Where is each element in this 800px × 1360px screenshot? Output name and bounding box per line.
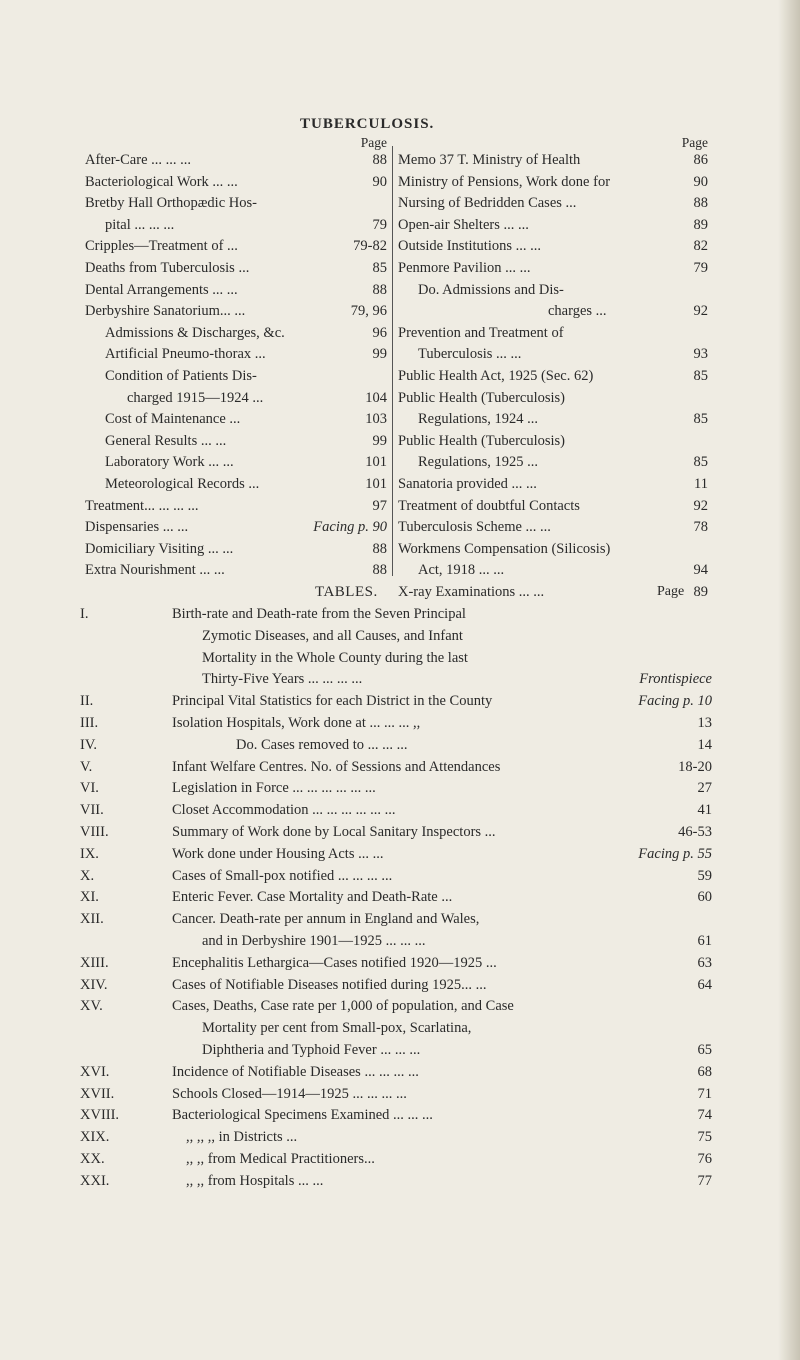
table-entry: IX. Work done under Housing Acts ... ... Facing p. 55 bbox=[80, 845, 712, 862]
tables-page-label: Page bbox=[657, 584, 685, 599]
index-entry: Nursing of Bedridden Cases ... 88 bbox=[398, 195, 708, 212]
table-entry-cont: Thirty-Five Years ... ... ... ... Frontispiece bbox=[202, 671, 712, 688]
table-entry: IV. Do. Cases removed to ... ... ... 14 bbox=[80, 736, 712, 753]
index-entry: Bretby Hall Orthopædic Hos- bbox=[85, 195, 257, 212]
index-entry: Treatment of doubtful Contacts 92 bbox=[398, 497, 708, 514]
index-entry: Penmore Pavilion ... ... 79 bbox=[398, 259, 708, 276]
table-entry: XI. Enteric Fever. Case Mortality and Death-Rate ... 60 bbox=[80, 889, 712, 906]
index-entry: Sanatoria provided ... ... 11 bbox=[398, 475, 708, 492]
table-entry: X. Cases of Small-pox notified ... ... ... ... 59 bbox=[80, 867, 712, 884]
table-entry: I. Birth-rate and Death-rate from the Seven Principal bbox=[80, 606, 466, 622]
table-entry-cont: Mortality per cent from Small-pox, Scarlatina, bbox=[202, 1020, 472, 1037]
index-entry: Regulations, 1925 ... 85 bbox=[418, 454, 708, 471]
table-entry: XIV. Cases of Notifiable Diseases notified during 1925... ... 64 bbox=[80, 976, 712, 993]
table-entry: V. Infant Welfare Centres. No. of Sessions and Attendances 18-20 bbox=[80, 758, 712, 775]
right-page-label: Page bbox=[681, 135, 708, 150]
index-entry: Outside Institutions ... ... 82 bbox=[398, 238, 708, 255]
index-entry: Act, 1918 ... ... 94 bbox=[418, 562, 708, 579]
index-entry: Public Health Act, 1925 (Sec. 62) 85 bbox=[398, 367, 708, 384]
page-edge-shadow bbox=[778, 0, 800, 1360]
index-entry: Cost of Maintenance ... 103 bbox=[105, 411, 387, 428]
index-entry: Tuberculosis ... ... 93 bbox=[418, 346, 708, 363]
table-entry-cont: and in Derbyshire 1901—1925 ... ... ... 61 bbox=[202, 932, 712, 949]
index-entry: charges ... 92 bbox=[548, 303, 708, 320]
left-index-column bbox=[85, 136, 387, 582]
index-entry: General Results ... ... 99 bbox=[105, 432, 387, 449]
index-entry: Laboratory Work ... ... 101 bbox=[105, 454, 387, 471]
table-entry: XX. ,, ,, from Medical Practitioners... 76 bbox=[80, 1150, 712, 1167]
table-entry: XVI. Incidence of Notifiable Diseases ... ... ... ... 68 bbox=[80, 1063, 712, 1080]
index-entry: Meteorological Records ... 101 bbox=[105, 475, 387, 492]
index-entry: Public Health (Tuberculosis) bbox=[398, 389, 566, 406]
right-index-column bbox=[398, 136, 708, 603]
index-entry: Deaths from Tuberculosis ... 85 bbox=[85, 259, 387, 276]
tables-title: TABLES. bbox=[315, 584, 378, 600]
table-entry-cont: Zymotic Diseases, and all Causes, and Infant bbox=[202, 627, 463, 644]
index-entry: Treatment... ... ... ... 97 bbox=[85, 497, 387, 514]
index-entry: Tuberculosis Scheme ... ... 78 bbox=[398, 519, 708, 536]
table-entry-cont: Mortality in the Whole County during the last bbox=[202, 649, 468, 666]
index-entry: Admissions & Discharges, &c. 96 bbox=[105, 324, 387, 341]
index-entry: charged 1915—1924 ... 104 bbox=[127, 389, 387, 406]
index-entry: Ministry of Pensions, Work done for 90 bbox=[398, 173, 708, 190]
index-entry: Bacteriological Work ... ... 90 bbox=[85, 173, 387, 190]
index-entry: Cripples—Treatment of ... 79-82 bbox=[85, 238, 387, 255]
index-entry: Condition of Patients Dis- bbox=[105, 367, 257, 384]
table-entry: II. Principal Vital Statistics for each District in the County Facing p. 10 bbox=[80, 693, 712, 710]
table-entry: XXI. ,, ,, from Hospitals ... ... 77 bbox=[80, 1172, 712, 1189]
table-entry: XV. Cases, Deaths, Case rate per 1,000 of population, and Case bbox=[80, 998, 514, 1015]
index-entry: Extra Nourishment ... ... 88 bbox=[85, 562, 387, 579]
index-entry: Public Health (Tuberculosis) bbox=[398, 432, 566, 449]
table-entry: VI. Legislation in Force ... ... ... ... ... ... 27 bbox=[80, 780, 712, 797]
index-entry: Memo 37 T. Ministry of Health 86 bbox=[398, 152, 708, 168]
table-entry-cont: Diphtheria and Typhoid Fever ... ... ... 65 bbox=[202, 1041, 712, 1058]
index-entry: Workmens Compensation (Silicosis) bbox=[398, 540, 611, 557]
column-divider bbox=[392, 146, 393, 576]
table-entry: XIII. Encephalitis Lethargica—Cases notified 1920—1925 ... 63 bbox=[80, 954, 712, 971]
index-entry: Prevention and Treatment of bbox=[398, 324, 564, 341]
table-entry: XII. Cancer. Death-rate per annum in England and Wales, bbox=[80, 911, 480, 928]
left-page-label: Page bbox=[360, 135, 387, 150]
table-entry: XVIII. Bacteriological Specimens Examined ... ... ... 74 bbox=[80, 1107, 712, 1124]
index-entry: X-ray Examinations ... ... 89 bbox=[398, 583, 708, 600]
index-entry: Derbyshire Sanatorium... ... 79, 96 bbox=[85, 303, 387, 320]
index-entry: Regulations, 1924 ... 85 bbox=[418, 411, 708, 428]
index-entry: After-Care ... ... ... 88 bbox=[85, 152, 387, 168]
index-entry: Open-air Shelters ... ... 89 bbox=[398, 216, 708, 233]
index-entry: Do. Admissions and Dis- bbox=[418, 281, 564, 298]
tables-list bbox=[80, 604, 712, 1193]
index-entry: Dental Arrangements ... ... 88 bbox=[85, 281, 387, 298]
section-heading: TUBERCULOSIS. bbox=[300, 116, 435, 132]
index-entry: Domiciliary Visiting ... ... 88 bbox=[85, 540, 387, 557]
table-entry: XVII. Schools Closed—1914—1925 ... ... ... ... 71 bbox=[80, 1085, 712, 1102]
index-entry: Dispensaries ... ... Facing p. 90 bbox=[85, 519, 387, 536]
table-entry: VIII. Summary of Work done by Local Sanitary Inspectors ... 46-53 bbox=[80, 823, 712, 840]
index-entry: pital ... ... ... 79 bbox=[105, 216, 387, 233]
index-entry: Artificial Pneumo-thorax ... 99 bbox=[105, 346, 387, 363]
table-entry: III. Isolation Hospitals, Work done at ... ... ... ,, 13 bbox=[80, 714, 712, 731]
table-entry: XIX. ,, ,, ,, in Districts ... 75 bbox=[80, 1129, 712, 1146]
table-entry: VII. Closet Accommodation ... ... ... ... ... ... 41 bbox=[80, 802, 712, 819]
